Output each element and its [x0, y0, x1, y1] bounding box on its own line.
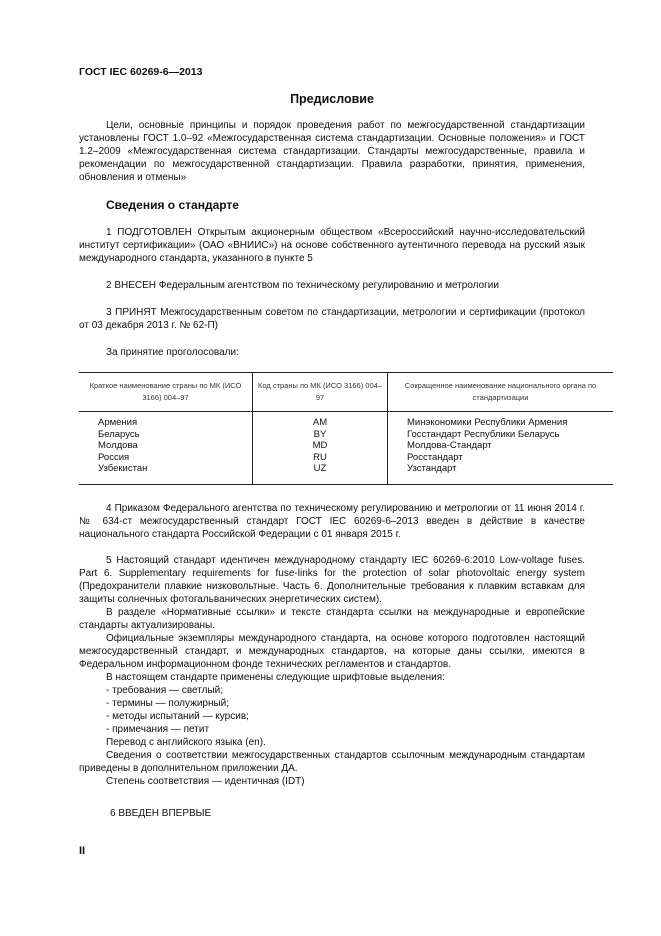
font-rule: - требования — светлый; — [106, 685, 224, 696]
page-number: II — [79, 845, 86, 857]
item4-block — [79, 502, 585, 541]
preface-intro-block — [79, 119, 585, 184]
info-title: Сведения о стандарте — [106, 198, 239, 212]
item1: 1 ПОДГОТОВЛЕН Открытым акционерным обществом «Всероссийский научно-исследовательский институт сертификации» (ОАО «ВНИИС») на основе собственного аутентичного перевода на русский язык международного стандарта, указанного в пункте 5 — [79, 227, 585, 264]
country-names-cell — [79, 412, 253, 485]
voting-table — [79, 372, 613, 485]
country-name: Беларусь — [98, 428, 140, 440]
header-country-name: Краткое наименование страны по МК (ИСО 3166) 004–97 — [79, 373, 253, 412]
table-header-row — [79, 373, 613, 412]
item1-block — [79, 226, 585, 265]
national-body: Молдова-Стандарт — [407, 440, 492, 451]
national-body: Росстандарт — [407, 451, 463, 463]
country-code: AM — [312, 417, 328, 428]
item5-p6: Сведения о соответствии межгосударственных стандартов ссылочным международным стандартам приведены в дополнительном приложении ДА. — [79, 750, 585, 774]
voted-label: За принятие проголосовали: — [106, 347, 239, 358]
item5-p1: 5 Настоящий стандарт идентичен международному стандарту IEC 60269-6:2010 Low-voltage fuses. Part 6. Supplementary requirements for fuse-links for the protection of solar photovoltaic energy system (Предохранители плавкие низковольтные. Часть 6. Дополнительные требования к плавким вставкам для защиты солнечных фотогальванических энергетических систем). — [79, 555, 585, 605]
item2: 2 ВНЕСЕН Федеральным агентством по техническому регулированию и метрологии — [106, 280, 499, 291]
font-rule: - термины — полужирный; — [106, 698, 230, 709]
item3-block — [79, 306, 585, 332]
item5-p2: В разделе «Нормативные ссылки» и тексте стандарта ссылки на международные и европейские стандарты актуализированы. — [79, 607, 585, 631]
country-name: Армения — [98, 417, 138, 428]
item2-block — [79, 279, 585, 292]
country-name: Россия — [98, 451, 130, 463]
item4: 4 Приказом Федерального агентства по техническому регулированию и метрологии от 11 июня 2014 г. № 634-ст межгосударственный стандарт ГОСТ IEC 60269-6–2013 введен в действие в качестве национального стандарта Российской Федерации с 01 января 2015 г. — [79, 503, 585, 540]
item6: 6 ВВЕДЕН ВПЕРВЫЕ — [110, 808, 212, 819]
item3: 3 ПРИНЯТ Межгосударственным советом по стандартизации, метрологии и сертификации (протокол от 03 декабря 2013 г. № 62-П) — [79, 307, 585, 331]
item6-block — [79, 807, 585, 820]
preface-title: Предисловие — [290, 92, 374, 106]
item5-p3: Официальные экземпляры международного стандарта, на основе которого подготовлен настоящий межгосударственный стандарт, и международных стандартов, на которые даны ссылки, имеются в Федеральном информационном фонде технических регламентов и стандартов. — [79, 633, 585, 670]
font-rule: - примечания — петит — [106, 724, 210, 735]
item5-p4: В настоящем стандарте применены следующие шрифтовые выделения: — [106, 672, 445, 683]
country-codes-cell — [253, 412, 388, 485]
standard-header: ГОСТ IEC 60269-6—2013 — [79, 66, 203, 78]
national-body: Госстандарт Республики Беларусь — [407, 428, 560, 440]
national-bodies-cell — [388, 412, 614, 485]
table-row — [79, 412, 613, 485]
item5-p7: Степень соответствия — идентичная (IDT) — [106, 776, 305, 787]
country-code: BY — [313, 428, 327, 440]
national-body: Узстандарт — [407, 463, 457, 474]
item5-block — [79, 554, 585, 788]
country-code: RU — [313, 451, 327, 463]
header-national-body: Сокращенное наименование национального органа по стандартизации — [388, 373, 614, 412]
font-rule: - методы испытаний — курсив; — [106, 711, 249, 722]
country-name: Узбекистан — [98, 463, 148, 474]
country-name: Молдова — [98, 440, 138, 451]
preface-intro: Цели, основные принципы и порядок проведения работ по межгосударственной стандартизации установлены ГОСТ 1.0–92 «Межгосударственная система стандартизации. Основные положения» и ГОСТ 1.2–2009 «Межгосударственная система стандартизации. Стандарты межгосударственные, правила и рекомендации по межгосударственной стандартизации. Правила разработки, принятия, применения, обновления и отмены» — [79, 120, 585, 183]
voted-block — [79, 346, 585, 359]
item5-p5: Перевод с английского языка (en). — [106, 737, 266, 748]
header-country-code: Код страны по МК (ИСО 3166) 004–97 — [253, 373, 388, 412]
country-code: MD — [312, 440, 328, 451]
national-body: Минэкономики Республики Армения — [407, 417, 568, 428]
country-code: UZ — [313, 463, 327, 474]
